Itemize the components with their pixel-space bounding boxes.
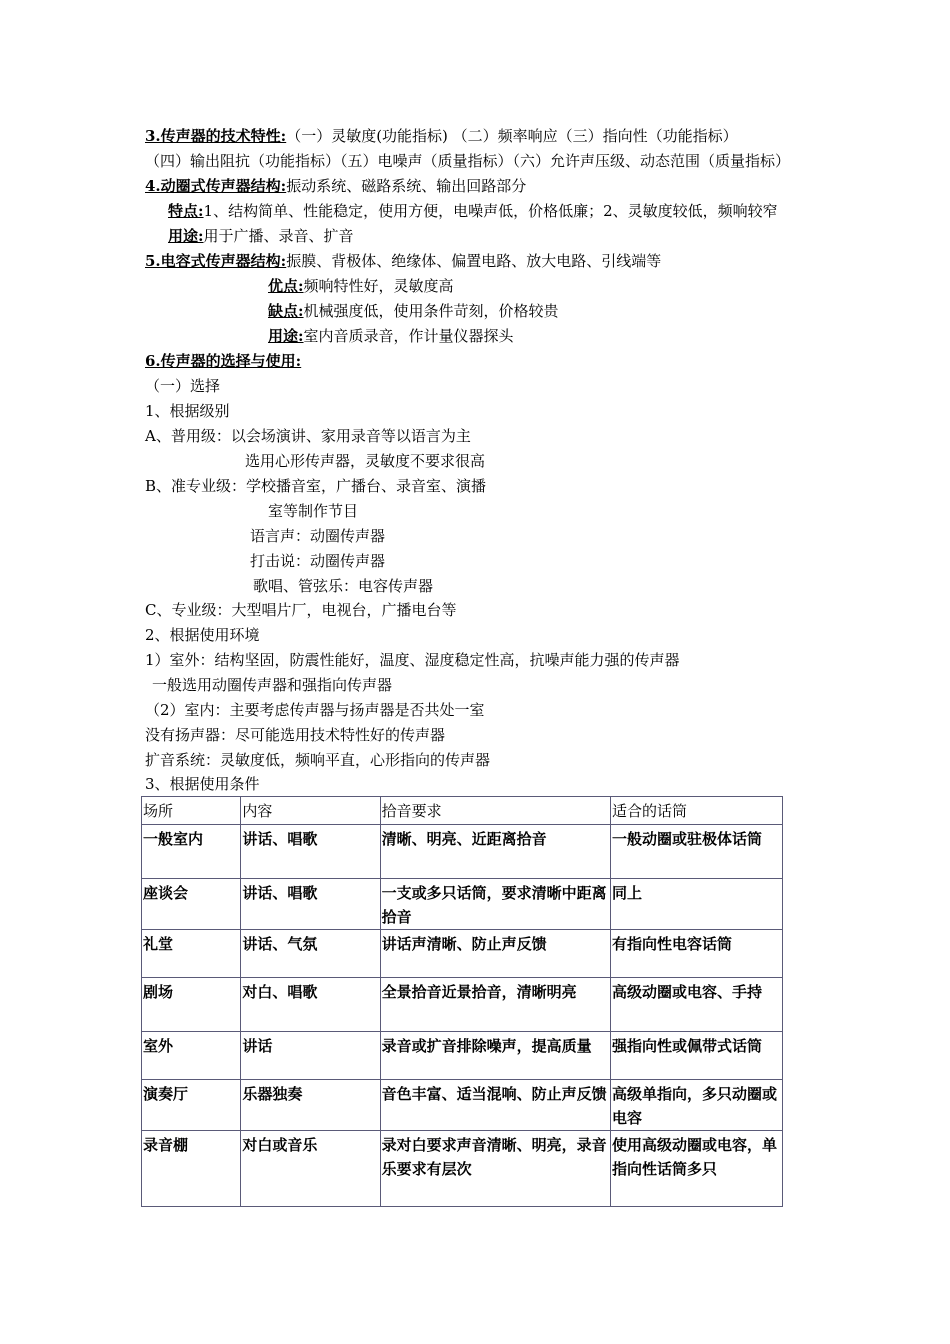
usage-label: 用途: [168, 227, 204, 245]
level-b-speech: 语言声：动圈传声器 [250, 527, 386, 545]
level-c: C、专业级：大型唱片厂，电视台，广播电台等 [145, 601, 457, 619]
cell-requirement: 录对白要求声音清晰、明亮，录音乐要求有层次 [380, 1131, 610, 1207]
cell-content: 讲话、唱歌 [241, 879, 380, 930]
usage-table [141, 796, 783, 1207]
section5-line1 [145, 251, 661, 271]
cell-requirement: 全景拾音近景拾音，清晰明亮 [380, 978, 610, 1032]
section5-usage [268, 326, 514, 346]
section3-line2: （四）输出阻抗（功能指标）（五）电噪声（质量指标）（六）允许声压级、动态范围（质量指标） [145, 152, 791, 170]
cell-microphone: 高级动圈或电容、手持 [611, 978, 783, 1032]
cell-microphone: 一般动圈或驻极体话筒 [611, 825, 783, 879]
cell-content: 讲话 [241, 1032, 380, 1080]
table-header-row [142, 797, 783, 825]
section5-structure: 振膜、背极体、绝缘体、偏置电路、放大电路、引线端等 [286, 252, 662, 270]
header-microphone: 适合的话筒 [611, 797, 783, 825]
cell-requirement: 音色丰富、适当混响、防止声反馈 [380, 1080, 610, 1131]
section3-text: （一）灵敏度(功能指标) （二）频率响应（三）指向性（功能指标） [286, 127, 738, 145]
section4-usage [168, 226, 354, 246]
features-text: 1、结构简单、性能稳定，使用方便，电噪声低，价格低廉；2、灵敏度较低，频响较窄 [203, 202, 778, 220]
table-row [142, 1032, 783, 1080]
cell-microphone: 有指向性电容话筒 [611, 930, 783, 978]
cell-microphone: 同上 [611, 879, 783, 930]
advantages-label: 优点: [268, 277, 304, 295]
advantages-text: 频响特性好，灵敏度高 [303, 277, 454, 295]
disadvantages-text: 机械强度低，使用条件苛刻，价格较贵 [303, 302, 559, 320]
cell-venue: 一般室内 [142, 825, 241, 879]
section5-disadvantages [268, 301, 559, 321]
section4-features [168, 201, 778, 221]
level-a: A、普用级：以会场演讲、家用录音等以语言为主 [145, 427, 471, 445]
section4-heading: 4.动圈式传声器结构: [145, 177, 287, 195]
level-b-singing: 歌唱、管弦乐：电容传声器 [253, 577, 434, 595]
level-b-percussion: 打击说：动圈传声器 [250, 552, 386, 570]
usage-text: 室内音质录音，作计量仪器探头 [303, 327, 514, 345]
level-b-cont: 室等制作节目 [268, 502, 359, 520]
section3-line1 [145, 126, 738, 146]
section5-heading: 5.电容式传声器结构: [145, 252, 287, 270]
usage-text: 用于广播、录音、扩音 [203, 227, 354, 245]
section4-line1 [145, 176, 526, 196]
features-label: 特点: [168, 202, 204, 220]
by-environment-heading: 2、根据使用环境 [145, 626, 260, 644]
cell-requirement: 一支或多只话筒，要求清晰中距离拾音 [380, 879, 610, 930]
cell-venue: 礼堂 [142, 930, 241, 978]
cell-venue: 录音棚 [142, 1131, 241, 1207]
cell-venue: 座谈会 [142, 879, 241, 930]
no-speaker: 没有扬声器：尽可能选用技术特性好的传声器 [145, 726, 446, 744]
table-row [142, 879, 783, 930]
cell-microphone: 使用高级动圈或电容，单指向性话筒多只 [611, 1131, 783, 1207]
table-row [142, 930, 783, 978]
cell-microphone: 强指向性或佩带式话筒 [611, 1032, 783, 1080]
table-row [142, 825, 783, 879]
by-level-heading: 1、根据级别 [145, 402, 230, 420]
by-condition-heading: 3、根据使用条件 [145, 775, 260, 793]
cell-venue: 室外 [142, 1032, 241, 1080]
cell-content: 讲话、唱歌 [241, 825, 380, 879]
cell-venue: 剧场 [142, 978, 241, 1032]
cell-requirement: 讲话声清晰、防止声反馈 [380, 930, 610, 978]
section4-structure: 振动系统、磁路系统、输出回路部分 [286, 177, 527, 195]
header-content: 内容 [241, 797, 380, 825]
cell-content: 讲话、气氛 [241, 930, 380, 978]
pa-system: 扩音系统：灵敏度低，频响平直，心形指向的传声器 [145, 751, 491, 769]
cell-venue: 演奏厅 [142, 1080, 241, 1131]
cell-requirement: 录音或扩音排除噪声，提高质量 [380, 1032, 610, 1080]
indoor: （2）室内：主要考虑传声器与扬声器是否共处一室 [145, 701, 485, 719]
table-row [142, 978, 783, 1032]
section6-heading: 6.传声器的选择与使用: [145, 352, 302, 370]
table-row [142, 1080, 783, 1131]
level-b: B、准专业级：学校播音室，广播台、录音室、演播 [145, 477, 487, 495]
header-requirement: 拾音要求 [380, 797, 610, 825]
selection-subheading: （一）选择 [145, 377, 221, 395]
cell-requirement: 清晰、明亮、近距离拾音 [380, 825, 610, 879]
section5-advantages [268, 276, 454, 296]
cell-content: 对白、唱歌 [241, 978, 380, 1032]
outdoor-detail: 一般选用动圈传声器和强指向传声器 [152, 676, 393, 694]
cell-content: 乐器独奏 [241, 1080, 380, 1131]
usage-label: 用途: [268, 327, 304, 345]
table-row [142, 1131, 783, 1207]
cell-microphone: 高级单指向，多只动圈或电容 [611, 1080, 783, 1131]
cell-content: 对白或音乐 [241, 1131, 380, 1207]
header-venue: 场所 [142, 797, 241, 825]
disadvantages-label: 缺点: [268, 302, 304, 320]
section3-heading: 3.传声器的技术特性: [145, 127, 287, 145]
outdoor: 1）室外：结构坚固，防震性能好，温度、湿度稳定性高，抗噪声能力强的传声器 [145, 651, 680, 669]
level-a-detail: 选用心形传声器，灵敏度不要求很高 [245, 452, 486, 470]
